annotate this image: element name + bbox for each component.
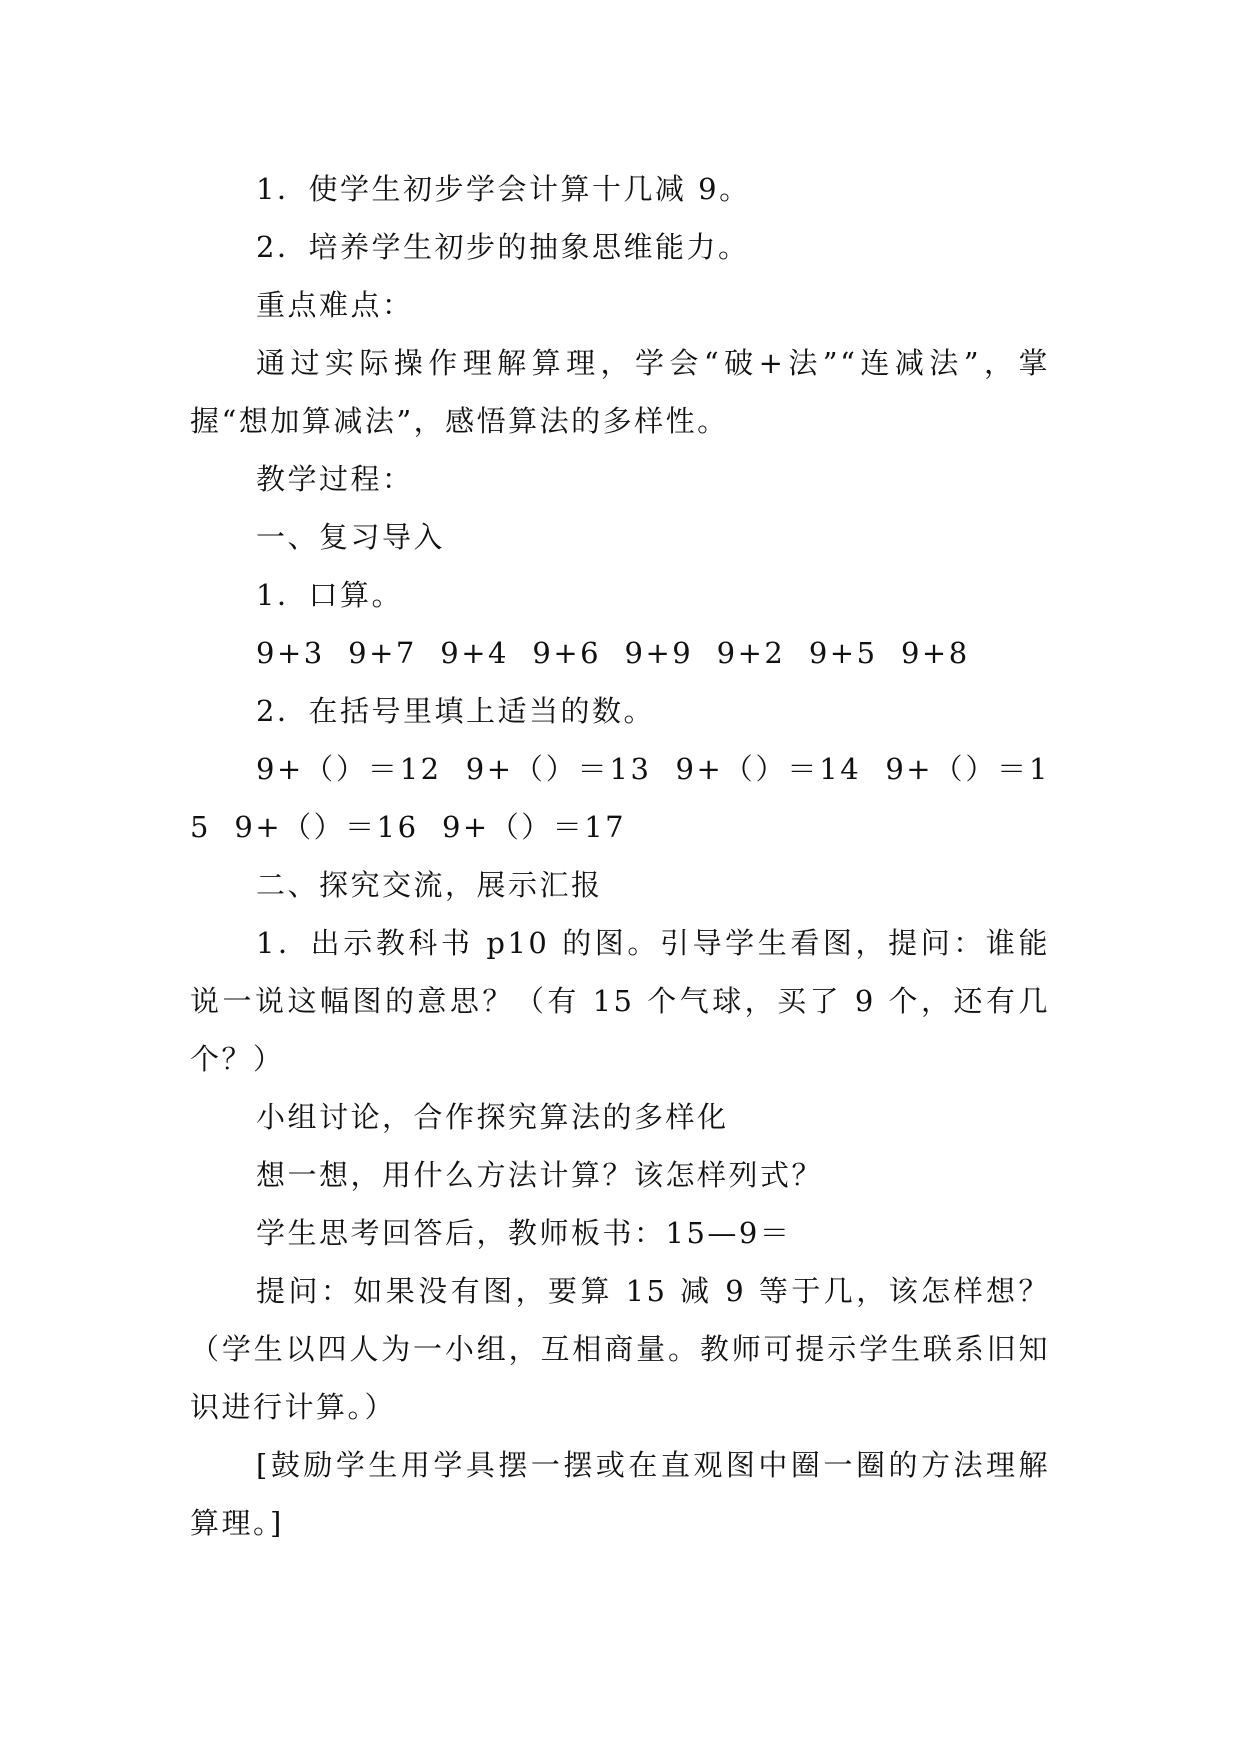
fill-blanks-items: 9+（）＝12 9+（）＝13 9+（）＝14 9+（）＝15 9+（）＝16 9+（）＝17 [190, 752, 1050, 844]
textbook-picture-step: 1．出示教科书 p10 的图。引导学生看图，提问：谁能说一说这幅图的意思？（有 15 个气球，买了 9 个，还有几个？） [190, 926, 1050, 1076]
group-discussion: 小组讨论，合作探究算法的多样化 [256, 1100, 729, 1134]
section-1-heading: 一、复习导入 [256, 520, 446, 554]
board-writing: 学生思考回答后，教师板书：15—9＝ [256, 1216, 792, 1250]
key-points-text: 通过实际操作理解算理，学会“破+法”“连减法”，掌握“想加算减法”，感悟算法的多样性。 [190, 346, 1050, 438]
teaching-process-heading: 教学过程： [256, 462, 414, 496]
encouragement-note: [鼓励学生用学具摆一摆或在直观图中圈一圈的方法理解算理。] [190, 1448, 1050, 1540]
objective-1: 1．使学生初步学会计算十几减 9。 [256, 172, 751, 206]
section-2-heading: 二、探究交流，展示汇报 [256, 868, 603, 902]
key-points-heading: 重点难点： [256, 288, 414, 322]
think-prompt: 想一想，用什么方法计算？该怎样列式？ [256, 1158, 824, 1192]
fill-blanks-heading: 2．在括号里填上适当的数。 [256, 694, 655, 728]
objective-2: 2．培养学生初步的抽象思维能力。 [256, 230, 750, 264]
oral-calculation-items: 9+3 9+7 9+4 9+6 9+9 9+2 9+5 9+8 [256, 636, 970, 670]
question-without-picture: 提问：如果没有图，要算 15 减 9 等于几，该怎样想？（学生以四人为一小组，互相商量。教师可提示学生联系旧知识进行计算。） [190, 1274, 1050, 1424]
oral-calculation-heading: 1．口算。 [256, 578, 403, 612]
document-body [190, 160, 1050, 1552]
